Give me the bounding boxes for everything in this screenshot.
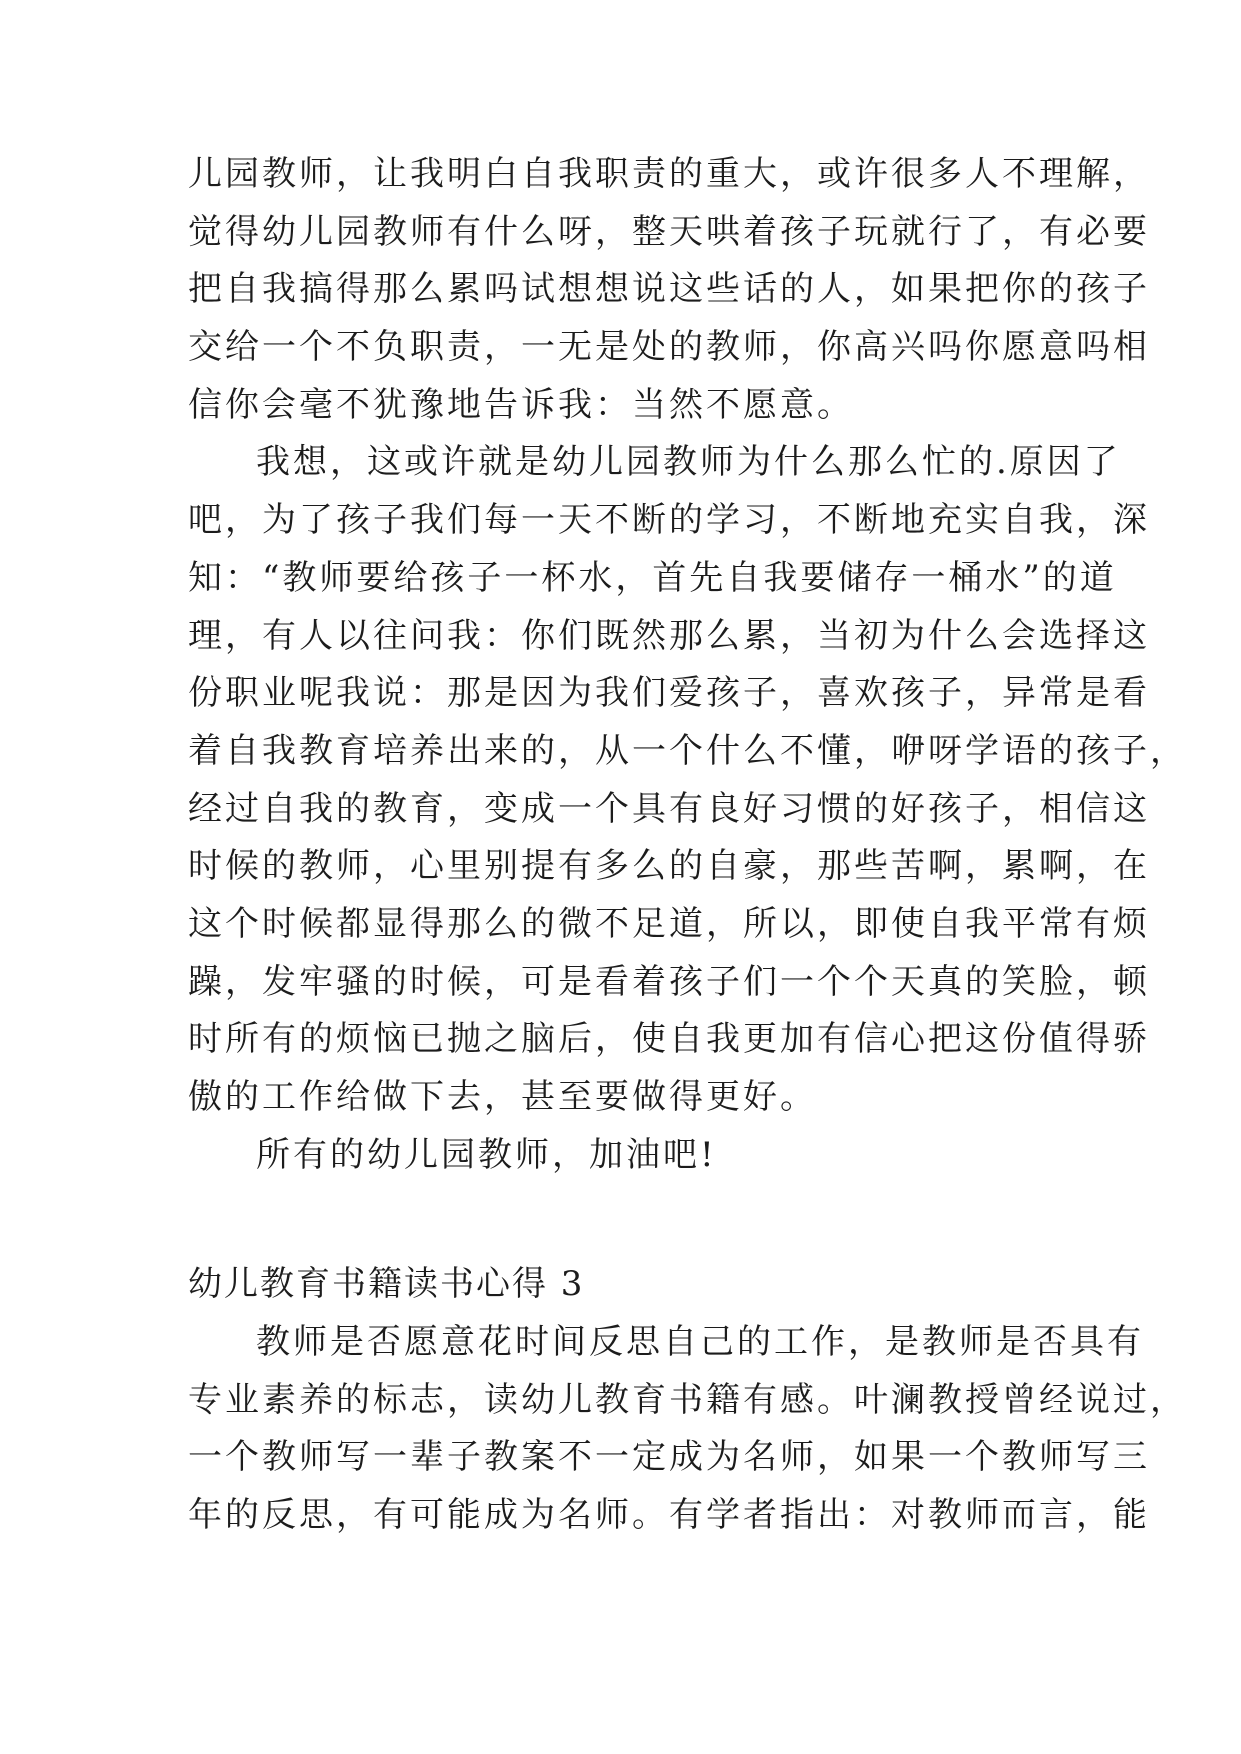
text-line: 年的反思，有可能成为名师。有学者指出：对教师而言，能 — [188, 1495, 1150, 1536]
text-line: 时所有的烦恼已抛之脑后，使自我更加有信心把这份值得骄 — [188, 1019, 1150, 1060]
text-line-paragraph-start: 所有的幼儿园教师，加油吧! — [256, 1134, 717, 1175]
body-text-section-3 — [188, 1314, 1187, 1545]
text-line: 着自我教育培养出来的，从一个什么不懂，咿呀学语的孩子， — [188, 730, 1187, 771]
text-line: 躁，发牢骚的时候，可是看着孩子们一个个天真的笑脸，顿 — [188, 961, 1150, 1002]
text-line: 这个时候都显得那么的微不足道，所以，即使自我平常有烦 — [188, 903, 1150, 944]
text-line: 傲的工作给做下去，甚至要做得更好。 — [188, 1077, 817, 1117]
text-line-paragraph-start: 我想，这或许就是幼儿园教师为什么那么忙的.原因了 — [256, 442, 1121, 483]
text-line: 知：“教师要给孩子一杯水，首先自我要储存一桶水”的道 — [188, 557, 1117, 598]
text-line: 儿园教师，让我明白自我职责的重大，或许很多人不理解， — [188, 154, 1150, 194]
text-line: 专业素养的标志，读幼儿教育书籍有感。叶澜教授曾经说过， — [188, 1379, 1187, 1420]
body-text-section-2 — [188, 146, 1187, 1184]
text-line: 份职业呢我说：那是因为我们爱孩子，喜欢孩子，异常是看 — [188, 673, 1150, 714]
text-line: 一个教师写一辈子教案不一定成为名师，如果一个教师写三 — [188, 1437, 1150, 1478]
text-line: 经过自我的教育，变成一个具有良好习惯的好孩子，相信这 — [188, 788, 1150, 829]
text-line: 理，有人以往问我：你们既然那么累，当初为什么会选择这 — [188, 615, 1150, 656]
text-line: 信你会毫不犹豫地告诉我：当然不愿意。 — [188, 384, 854, 425]
text-line: 把自我搞得那么累吗试想想说这些话的人，如果把你的孩子 — [188, 269, 1150, 310]
section-heading: 幼儿教育书籍读书心得 3 — [188, 1264, 585, 1304]
text-line-paragraph-start: 教师是否愿意花时间反思自己的工作，是教师是否具有 — [256, 1322, 1144, 1362]
text-line: 吧，为了孩子我们每一天不断的学习，不断地充实自我，深 — [188, 500, 1150, 541]
text-line: 交给一个不负职责，一无是处的教师，你高兴吗你愿意吗相 — [188, 327, 1150, 368]
text-line: 时候的教师，心里别提有多么的自豪，那些苦啊，累啊，在 — [188, 846, 1150, 887]
text-line: 觉得幼儿园教师有什么呀，整天哄着孩子玩就行了，有必要 — [188, 211, 1150, 252]
